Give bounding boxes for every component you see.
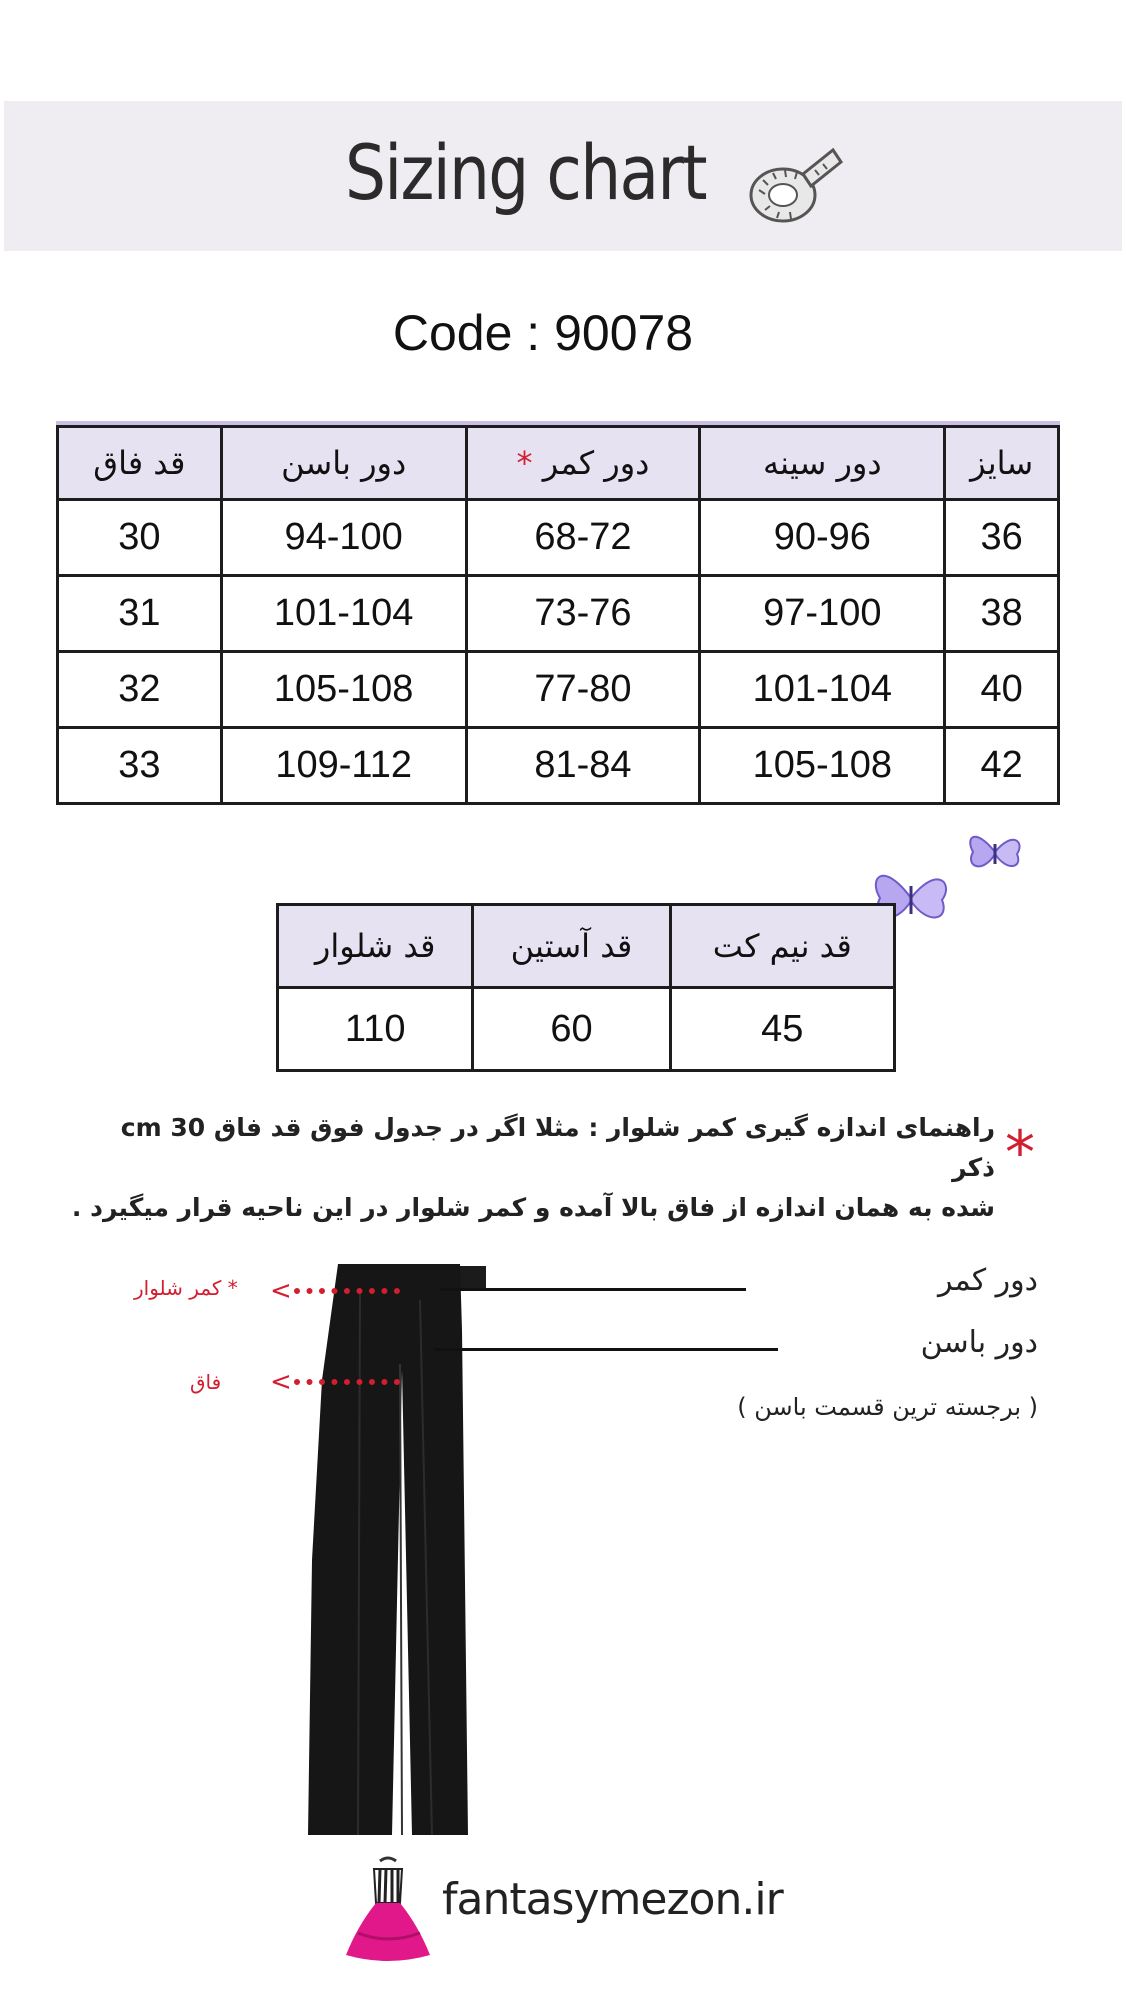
col-sleeve-length: قد آستین (473, 905, 670, 988)
cell-waist: 81-84 (466, 728, 700, 804)
cell-bust: 90-96 (700, 500, 945, 576)
table-row (278, 988, 895, 1071)
cell-sleeve-length: 60 (473, 988, 670, 1071)
size-table (56, 425, 1060, 805)
col-jacket-length: قد نیم کت (670, 905, 894, 988)
hip-pointer-line (434, 1348, 778, 1351)
cell-hip: 101-104 (221, 576, 466, 652)
table-row (58, 652, 1059, 728)
table-row (58, 500, 1059, 576)
col-hip: دور باسن (221, 427, 466, 500)
waist-label: دور کمر (937, 1263, 1038, 1298)
col-bust: دور سینه (700, 427, 945, 500)
table-row (58, 728, 1059, 804)
cell-bust: 105-108 (700, 728, 945, 804)
cell-rise: 33 (58, 728, 222, 804)
col-waist (466, 427, 700, 500)
col-size: سایز (945, 427, 1059, 500)
crotch-label: فاق (190, 1370, 222, 1394)
cell-bust: 101-104 (700, 652, 945, 728)
waist-pointer-line (440, 1288, 746, 1291)
cell-pants-length: 110 (278, 988, 473, 1071)
cell-rise: 30 (58, 500, 222, 576)
waist-header-label: دور کمر (542, 444, 650, 482)
note-line-2: شده به همان اندازه از فاق بالا آمده و کمر شلوار در این ناحیه قرار میگیرد . (71, 1193, 995, 1222)
page-title: Sizing chart (345, 128, 706, 217)
pants-illustration (300, 1260, 640, 1840)
butterfly-icon (965, 822, 1025, 880)
col-rise: قد فاق (58, 427, 222, 500)
length-table (276, 903, 896, 1072)
hip-sub-label: ( برجسته ترین قسمت باسن ) (737, 1393, 1038, 1421)
measuring-tape-icon (745, 140, 845, 230)
cell-hip: 94-100 (221, 500, 466, 576)
waistband-dotted-line (294, 1288, 400, 1294)
cell-size: 36 (945, 500, 1059, 576)
note-line-1: راهنمای اندازه گیری کمر شلوار : مثلا اگر در جدول فوق قد فاق 30 cm ذکر (120, 1113, 995, 1182)
crotch-arrow-icon: < (270, 1367, 292, 1397)
cell-waist: 68-72 (466, 500, 700, 576)
cell-size: 40 (945, 652, 1059, 728)
cell-size: 38 (945, 576, 1059, 652)
crotch-dotted-line (294, 1379, 400, 1385)
length-table-header (278, 905, 895, 988)
dress-logo-icon (338, 1855, 438, 1965)
cell-size: 42 (945, 728, 1059, 804)
cell-jacket-length: 45 (670, 988, 894, 1071)
cell-rise: 31 (58, 576, 222, 652)
product-code: Code : 90078 (392, 305, 694, 361)
cell-waist: 77-80 (466, 652, 700, 728)
hip-label: دور باسن (920, 1325, 1038, 1360)
cell-rise: 32 (58, 652, 222, 728)
col-pants-length: قد شلوار (278, 905, 473, 988)
cell-bust: 97-100 (700, 576, 945, 652)
waistband-arrow-icon: < (270, 1276, 292, 1306)
site-name: fantasymezon.ir (442, 1874, 783, 1925)
cell-hip: 105-108 (221, 652, 466, 728)
note-asterisk: * (1005, 1118, 1035, 1188)
table-row (58, 576, 1059, 652)
size-table-header (58, 427, 1059, 500)
waistband-label: * کمر شلوار (134, 1276, 238, 1300)
waist-asterisk: * (516, 444, 533, 482)
cell-waist: 73-76 (466, 576, 700, 652)
measurement-note (70, 1108, 995, 1228)
cell-hip: 109-112 (221, 728, 466, 804)
